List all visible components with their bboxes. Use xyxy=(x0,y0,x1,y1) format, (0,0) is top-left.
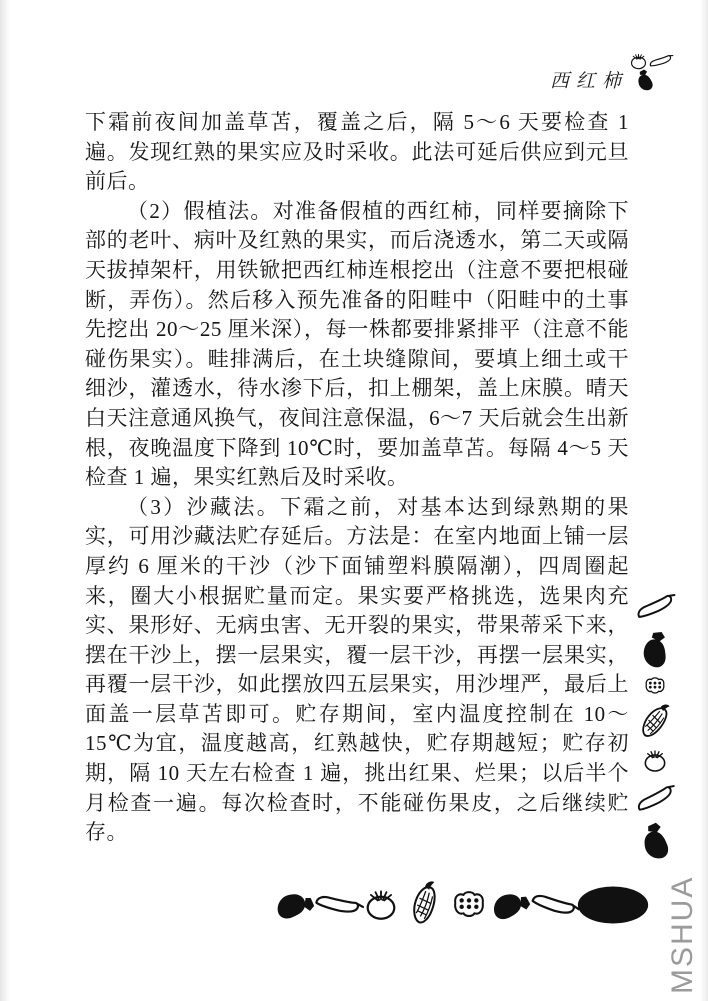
tomato-icon xyxy=(636,745,674,777)
paragraph: 下霜前夜间加盖草苫，覆盖之后，隔 5～6 天要检查 1 遍。发现红熟的果实应及时采收。此法可延后供应到元旦前后。 xyxy=(85,110,629,194)
eggplant-icon xyxy=(633,628,676,672)
melon-icon xyxy=(576,882,650,928)
corn-icon xyxy=(398,877,453,933)
pepper-icon xyxy=(636,672,674,700)
cucumber-icon xyxy=(307,875,367,935)
eggplant-icon xyxy=(633,819,677,864)
cucumber-icon xyxy=(632,776,679,824)
watermark-text: MSHUA xyxy=(666,875,699,994)
cucumber-icon xyxy=(631,583,679,632)
paragraph: （2）假植法。对准备假植的西红柿，同样要摘除下部的老叶、病叶及红熟的果实，而后浇透水，第二天或隔天拔掉架杆，用铁锨把西红柿连根挖出（注意不要把根碰断，弄伤）。然后移入预先准备的阳畦中（阳畦中的土事先挖出 20～25 厘米深），每一株都要排紧排平（注意不能碰伤果实）。畦排满后，在土块缝隙间，要填上细土或干细沙，灌透水，待水渗下后，扣上棚架，盖上床膜。晴天白天注意通风换气，夜间注意保温，6～7 天后就会生出新根，夜晚温度下降到 10℃时，要加盖草苫。每隔 4～5 天检查 1 遍，果实红熟后及时采收。 xyxy=(85,198,629,490)
pepper-icon xyxy=(448,883,490,927)
cucumber-icon xyxy=(523,876,582,934)
bottom-vegetable-icons xyxy=(276,880,650,930)
side-vegetable-icons xyxy=(631,588,679,861)
page-header-title: 西红柿 xyxy=(550,71,629,92)
tomato-icon xyxy=(360,883,402,927)
header-vegetable-icons xyxy=(626,50,688,104)
paragraph: （3）沙藏法。下霜之前，对基本达到绿熟期的果实，可用沙藏法贮存延后。方法是：在室内地面上铺一层厚约 6 厘米的干沙（沙下面铺塑料膜隔潮），四周圈起来，圈大小根据贮量而定。果实要严格挑选，选果肉充实、果形好、无病虫害、无开裂的果实，带果蒂采下来，摆在干沙上，摆一层果实，覆一层干沙，再摆一层果实，再覆一层干沙，如此摆放四五层果实，用沙埋严，最后上面盖一层草苫即可。贮存期间，室内温度控制在 10～15℃为宜，温度越高，红熟越快，贮存期越短；贮存初期，隔 10 天左右检查 1 遍，挑出红果、烂果；以后半个月检查一遍。每次检查时，不能碰伤果皮，之后继续贮存。 xyxy=(85,494,629,845)
body-text xyxy=(85,108,629,848)
corn-icon xyxy=(636,703,674,742)
